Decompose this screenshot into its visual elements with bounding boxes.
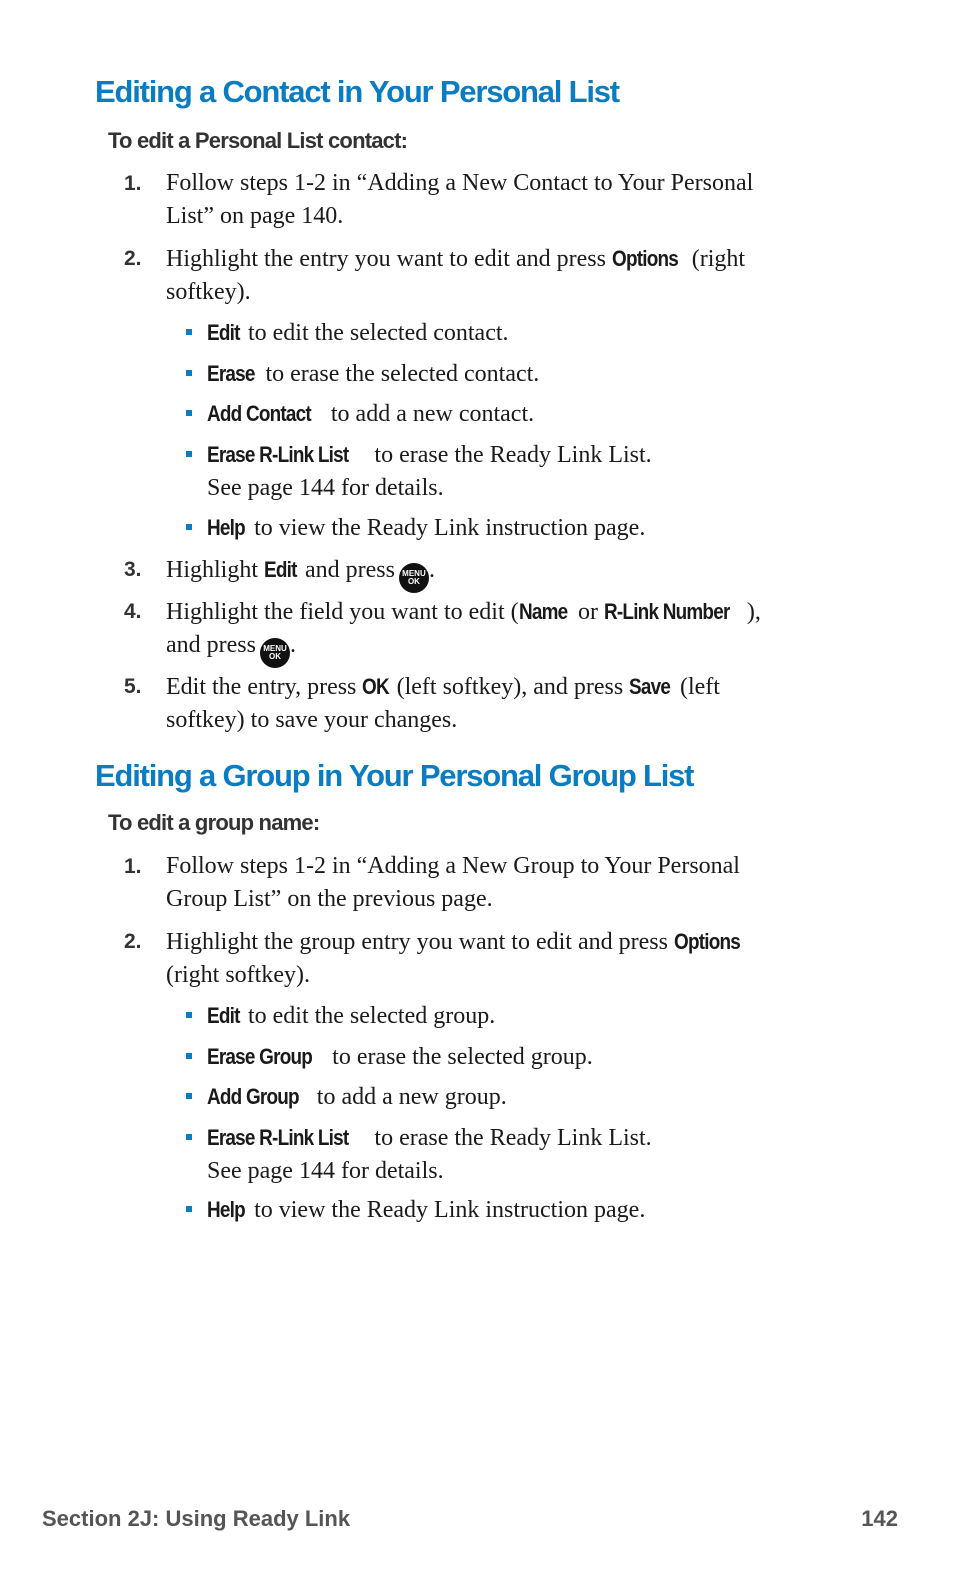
step-number: 2. bbox=[124, 247, 142, 270]
step-text-part: . bbox=[428, 557, 435, 583]
lead-edit-contact: To edit a Personal List contact: bbox=[108, 128, 408, 153]
bullet-square-icon bbox=[186, 410, 192, 416]
option-description: to view the Ready Link instruction page. bbox=[248, 515, 646, 541]
footer-section-title: Section 2J: Using Ready Link bbox=[42, 1506, 351, 1531]
key-label: Save bbox=[629, 674, 671, 699]
step-text-line: Follow steps 1-2 in “Adding a New Group to Your Personal bbox=[166, 853, 740, 879]
step-text-part: . bbox=[289, 632, 296, 658]
step-text-part: (left bbox=[673, 674, 720, 700]
key-label: Add Group bbox=[207, 1084, 299, 1109]
menu-icon-bottom: OK bbox=[268, 652, 281, 661]
step-text bbox=[166, 850, 740, 916]
step-text-part: and press bbox=[298, 557, 395, 583]
option-description: to add a new group. bbox=[310, 1084, 507, 1110]
step-text bbox=[166, 167, 753, 233]
step-number: 5. bbox=[124, 675, 142, 698]
option-text bbox=[207, 1040, 593, 1074]
step-text-part: Edit the entry, press bbox=[166, 674, 363, 700]
bullet-square-icon bbox=[186, 1093, 192, 1099]
key-label: Name bbox=[518, 599, 568, 624]
bullet-square-icon bbox=[186, 370, 192, 376]
key-label: Options bbox=[673, 929, 740, 954]
option-description: to edit the selected group. bbox=[241, 1003, 496, 1029]
option-text bbox=[207, 397, 534, 431]
key-label: Help bbox=[207, 1197, 245, 1222]
key-label: Edit bbox=[264, 557, 297, 582]
option-description: to erase the selected group. bbox=[326, 1044, 593, 1070]
footer-page-number: 142 bbox=[861, 1506, 898, 1531]
step-text-line: Follow steps 1-2 in “Adding a New Contact to Your Personal bbox=[166, 170, 754, 196]
bullet-square-icon bbox=[186, 1206, 192, 1212]
key-label: OK bbox=[362, 674, 390, 699]
step-text bbox=[166, 242, 745, 309]
bullet-square-icon bbox=[186, 329, 192, 335]
step-text-part: (right bbox=[685, 246, 746, 272]
key-label: Help bbox=[207, 515, 245, 540]
step-text-line: softkey). bbox=[166, 279, 251, 305]
option-text bbox=[207, 1193, 645, 1227]
menu-ok-key-icon bbox=[399, 563, 429, 593]
step-number: 4. bbox=[124, 600, 142, 623]
step-number: 1. bbox=[124, 172, 142, 195]
step-text bbox=[166, 595, 761, 668]
key-label: Erase R-Link List bbox=[207, 1125, 349, 1150]
step-text-part: and press bbox=[166, 632, 256, 658]
key-label: Erase R-Link List bbox=[207, 442, 349, 467]
option-text bbox=[207, 357, 539, 391]
step-text-line: Group List” on the previous page. bbox=[166, 886, 493, 912]
bullet-square-icon bbox=[186, 1053, 192, 1059]
key-label: Add Contact bbox=[207, 401, 311, 426]
step-number: 3. bbox=[124, 558, 142, 581]
key-label: Erase bbox=[207, 361, 255, 386]
option-text bbox=[207, 316, 509, 350]
option-description: to erase the Ready Link List. bbox=[368, 442, 652, 468]
menu-ok-key-icon bbox=[260, 638, 290, 668]
step-text bbox=[166, 925, 748, 992]
step-text-part: (left softkey), and press bbox=[390, 674, 630, 700]
menu-icon-bottom: OK bbox=[407, 577, 420, 586]
step-number: 2. bbox=[124, 930, 142, 953]
step-text-part: Highlight the entry you want to edit and press bbox=[166, 246, 612, 272]
menu-icon-top: MENU bbox=[402, 569, 426, 578]
option-text bbox=[207, 999, 495, 1033]
option-description: to edit the selected contact. bbox=[241, 320, 509, 346]
bullet-square-icon bbox=[186, 451, 192, 457]
key-label: R-Link Number bbox=[603, 599, 730, 624]
option-text bbox=[207, 1121, 652, 1188]
option-description: See page 144 for details. bbox=[207, 475, 444, 501]
option-text bbox=[207, 438, 652, 505]
option-text bbox=[207, 511, 645, 545]
bullet-square-icon bbox=[186, 524, 192, 530]
bullet-square-icon bbox=[186, 1012, 192, 1018]
key-label: Erase Group bbox=[207, 1044, 313, 1069]
section-heading-contact: Editing a Contact in Your Personal List bbox=[95, 74, 619, 109]
step-text-part: Highlight bbox=[166, 557, 265, 583]
step-text-part: Highlight the group entry you want to edit and press bbox=[166, 929, 674, 955]
step-text-part: ), bbox=[746, 599, 761, 625]
step-text-line: softkey) to save your changes. bbox=[166, 707, 458, 733]
menu-icon-top: MENU bbox=[263, 644, 287, 653]
option-description: See page 144 for details. bbox=[207, 1158, 444, 1184]
step-text-part: Highlight the field you want to edit ( bbox=[166, 599, 519, 625]
lead-edit-group: To edit a group name: bbox=[108, 810, 320, 835]
step-number: 1. bbox=[124, 855, 142, 878]
option-description: to erase the selected contact. bbox=[259, 361, 540, 387]
step-text bbox=[166, 670, 720, 737]
step-text bbox=[166, 553, 435, 593]
step-text-line: (right softkey). bbox=[166, 962, 310, 988]
option-description: to erase the Ready Link List. bbox=[368, 1125, 652, 1151]
option-description: to view the Ready Link instruction page. bbox=[248, 1197, 646, 1223]
key-label: Edit bbox=[207, 1003, 240, 1028]
key-label: Edit bbox=[207, 320, 240, 345]
key-label: Options bbox=[611, 246, 678, 271]
option-description: to add a new contact. bbox=[324, 401, 535, 427]
option-text bbox=[207, 1080, 507, 1114]
step-text-part: or bbox=[571, 599, 604, 625]
bullet-square-icon bbox=[186, 1134, 192, 1140]
step-text-line: List” on page 140. bbox=[166, 203, 344, 229]
section-heading-group: Editing a Group in Your Personal Group List bbox=[95, 758, 694, 793]
